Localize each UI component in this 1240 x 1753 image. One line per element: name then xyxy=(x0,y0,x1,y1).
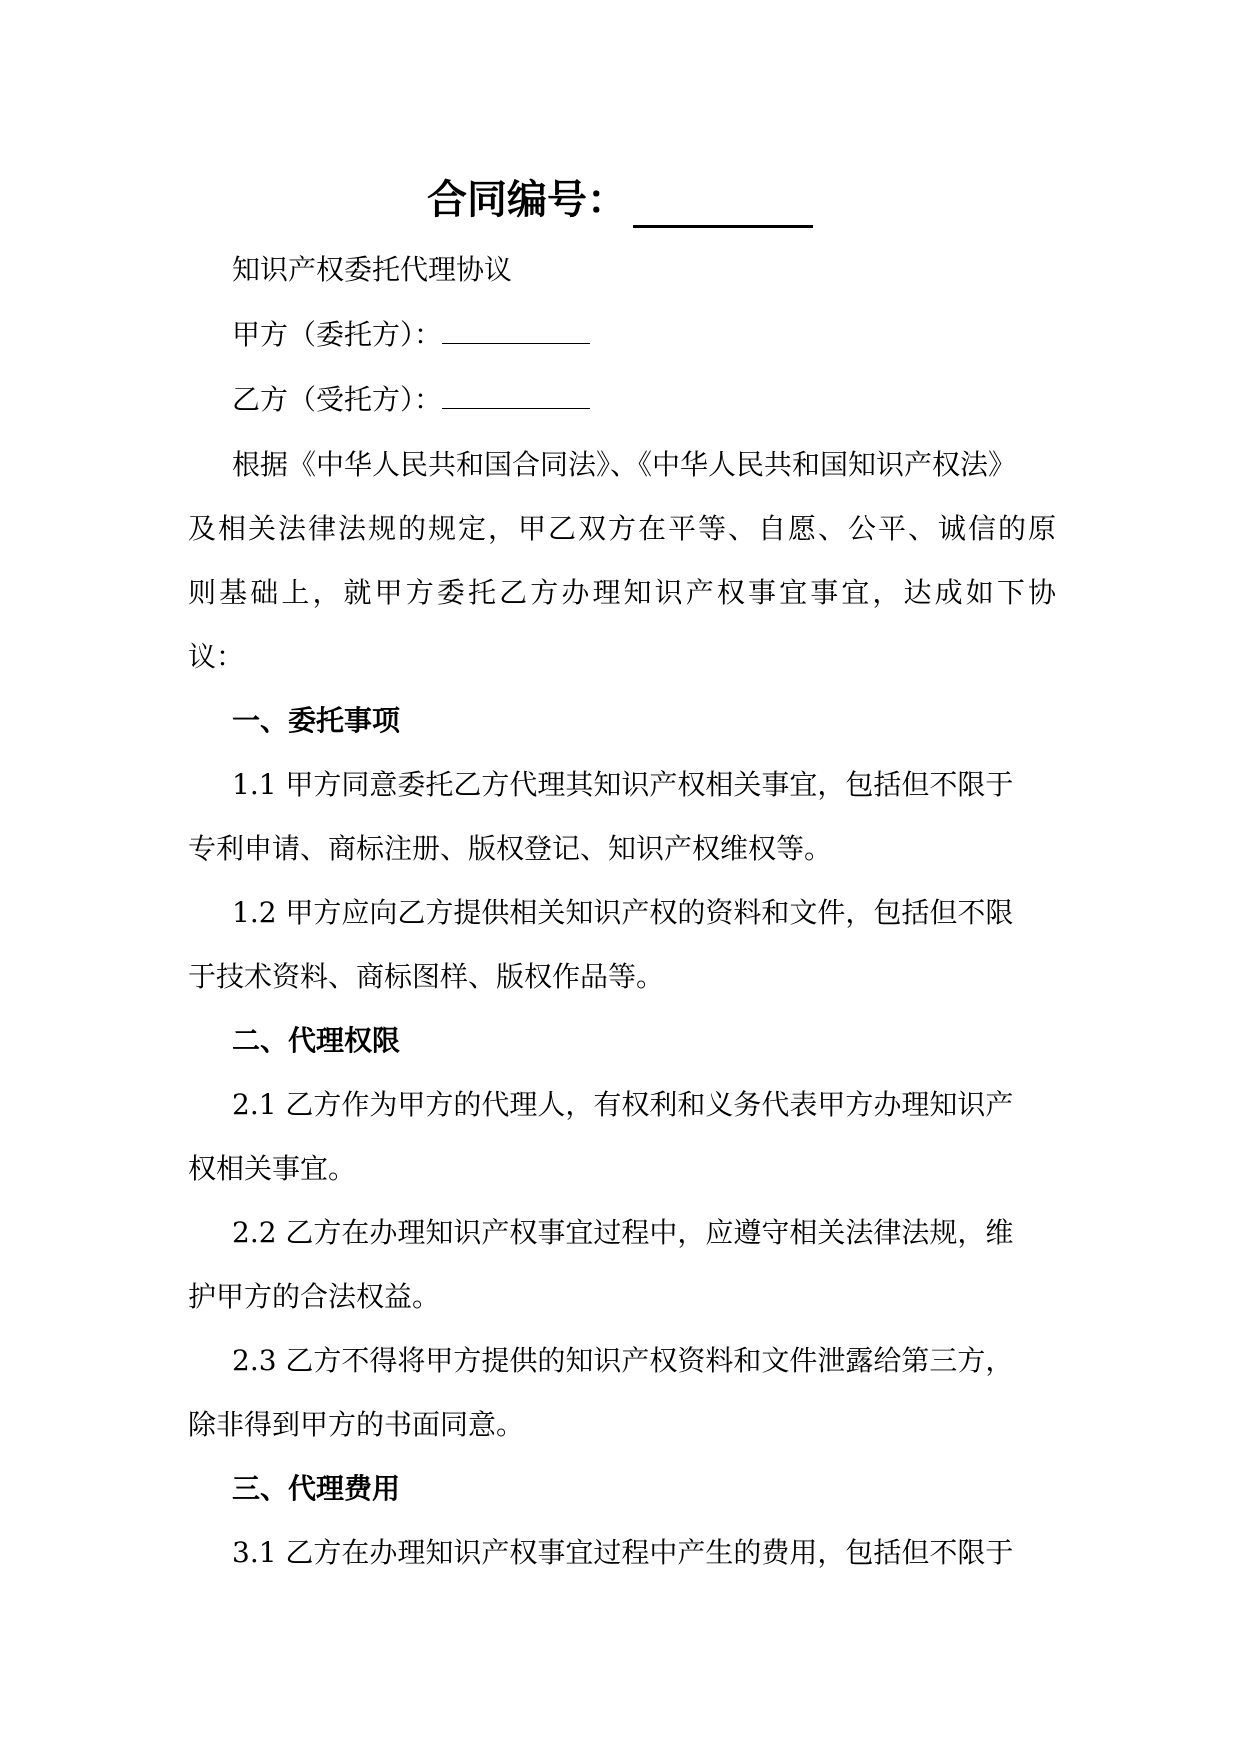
clause-2-2 xyxy=(188,1215,1056,1315)
paragraph-line: 于技术资料、商标图样、版权作品等。 xyxy=(188,960,665,993)
agreement-name: 知识产权委托代理协议 xyxy=(232,253,513,286)
paragraph-line: 护甲方的合法权益。 xyxy=(188,1280,441,1313)
paragraph-line: 则基础上，就甲方委托乙方办理知识产权事宜事宜，达成如下协 xyxy=(188,576,1056,609)
paragraph-line: 专利申请、商标注册、版权登记、知识产权维权等。 xyxy=(188,832,833,865)
paragraph-line: 2.2 乙方在办理知识产权事宜过程中，应遵守相关法律法规，维 xyxy=(232,1216,1014,1249)
party-a-blank xyxy=(442,317,590,344)
section-3-heading: 三、代理费用 xyxy=(232,1472,401,1505)
party-a-line xyxy=(188,317,1056,353)
clause-2-1 xyxy=(188,1087,1056,1187)
paragraph-line: 议： xyxy=(188,640,245,673)
paragraph-line: 2.1 乙方作为甲方的代理人，有权利和义务代表甲方办理知识产 xyxy=(232,1088,1014,1121)
party-b-line xyxy=(188,382,1056,418)
paragraph-line: 1.2 甲方应向乙方提供相关知识产权的资料和文件，包括但不限 xyxy=(232,896,1014,929)
party-b-blank xyxy=(442,382,590,409)
paragraph-line: 及相关法律法规的规定，甲乙双方在平等、自愿、公平、诚信的原 xyxy=(188,512,1056,545)
section-2-heading: 二、代理权限 xyxy=(232,1024,401,1057)
section-1-heading: 一、委托事项 xyxy=(232,704,401,737)
contract-number-title xyxy=(0,172,1240,228)
clause-1-2 xyxy=(188,895,1056,995)
document-body xyxy=(188,252,1056,1571)
contract-number-blank xyxy=(633,179,813,228)
paragraph-line: 1.1 甲方同意委托乙方代理其知识产权相关事宜，包括但不限于 xyxy=(232,768,1014,801)
paragraph-line: 权相关事宜。 xyxy=(188,1152,357,1185)
preamble-paragraph xyxy=(188,447,1056,675)
party-b-label: 乙方（受托方）： xyxy=(232,383,443,416)
clause-2-3 xyxy=(188,1343,1056,1443)
paragraph-line: 根据《中华人民共和国合同法》、《中华人民共和国知识产权法》 xyxy=(232,448,1017,481)
party-a-label: 甲方（委托方）： xyxy=(232,318,443,351)
paragraph-line: 3.1 乙方在办理知识产权事宜过程中产生的费用，包括但不限于 xyxy=(232,1536,1014,1569)
clause-1-1 xyxy=(188,767,1056,867)
paragraph-line: 2.3 乙方不得将甲方提供的知识产权资料和文件泄露给第三方， xyxy=(232,1344,1014,1377)
clause-3-1 xyxy=(188,1535,1056,1571)
contract-number-label: 合同编号： xyxy=(427,177,627,223)
paragraph-line: 除非得到甲方的书面同意。 xyxy=(188,1408,525,1441)
